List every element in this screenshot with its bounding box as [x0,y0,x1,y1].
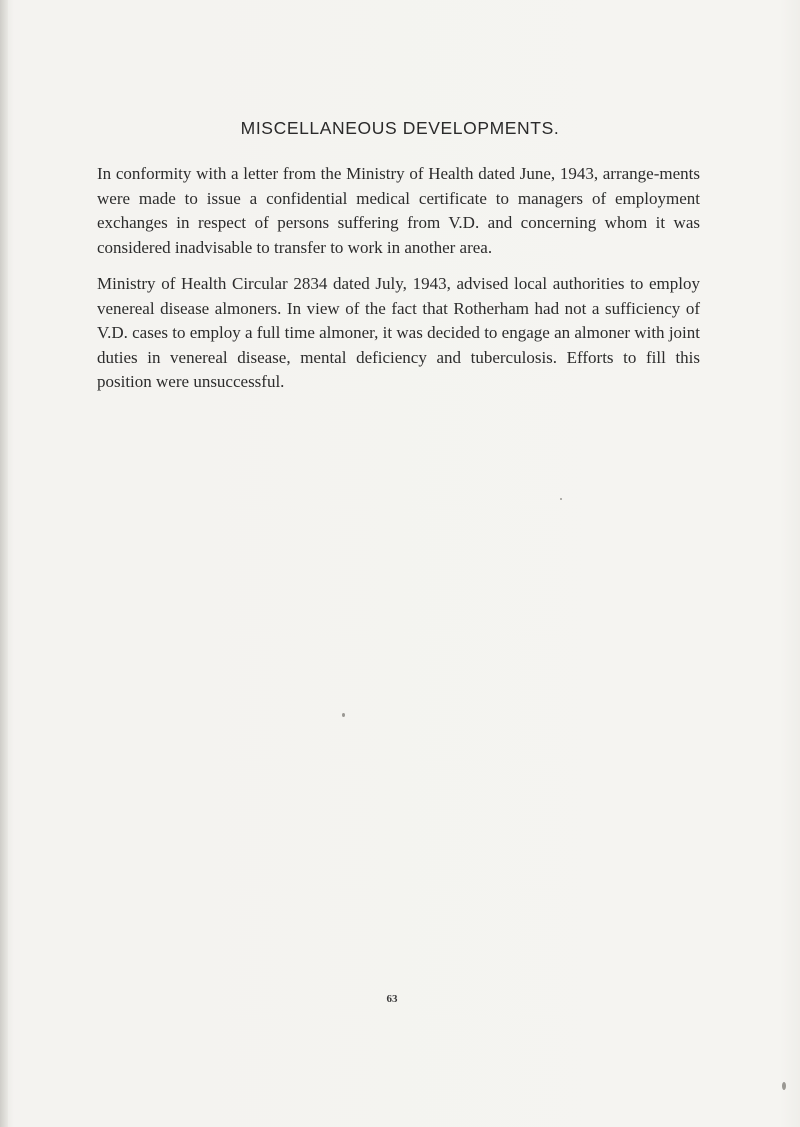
paper-speck [560,498,562,500]
paragraph-circular: Ministry of Health Circular 2834 dated July, 1943, advised local authorities to employ venereal disease almoners. In view of the fact that Rotherham had not a sufficiency of V.D. cases to employ a full time almoner, it was decided to engage an almoner with joint duties in venereal disease, mental deficiency and tuberculosis. Efforts to fill this position were unsuccessful. [97,274,700,392]
page-number: 63 [386,993,398,1005]
paragraph-conformity: In conformity with a letter from the Ministry of Health dated June, 1943, arrange-ments were made to issue a confidential medical certificate to managers of employment exchanges in respect of persons suffering from V.D. and concerning whom it was considered inadvisable to transfer to work in another area. [97,164,700,257]
section-heading: MISCELLANEOUS DEVELOPMENTS. [240,118,560,138]
page-binding-edge [0,0,8,1127]
paper-speck [782,1082,786,1090]
paper-speck [342,713,345,717]
